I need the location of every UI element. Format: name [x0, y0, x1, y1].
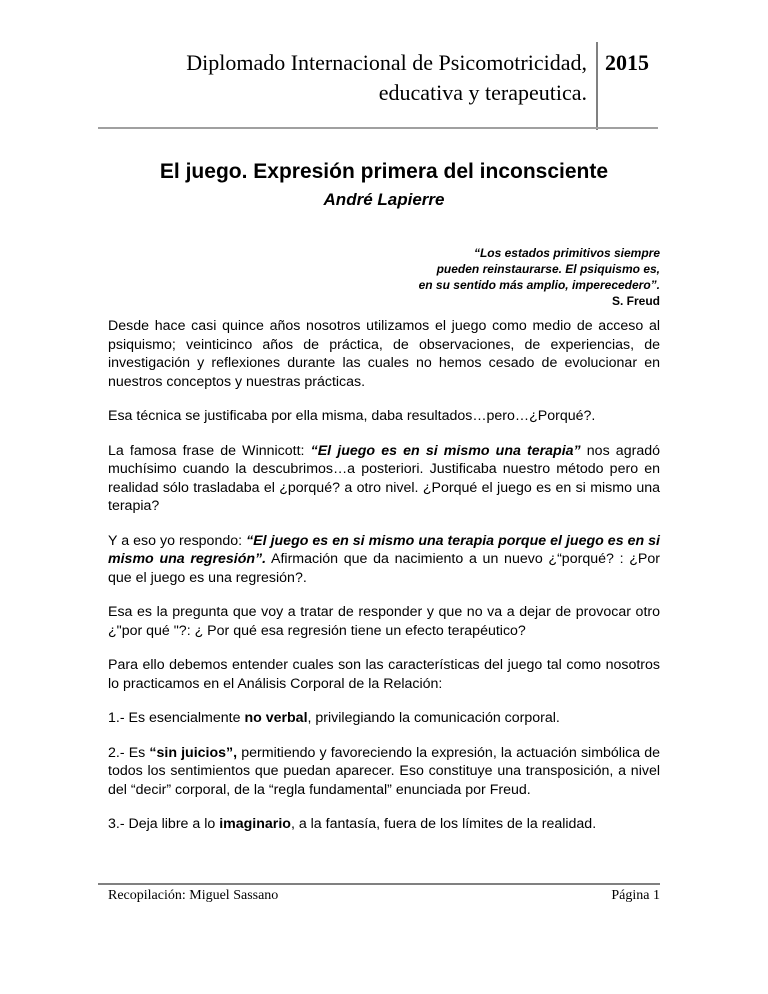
list-item-3-intro: 3.- Deja libre a lo	[108, 816, 220, 832]
paragraph-1: Desde hace casi quince años nosotros utilizamos el juego como medio de acceso al psiquismo; veinticinco años de práctica, de observaciones, de experiencias, de investigación y reflexiones durante las cuales no hemos cesado de evolucionar en nuestros conceptos y nuestras prácticas.	[108, 318, 660, 390]
list-item-2-rest: permitiendo y favoreciendo la expresión, la actuación simbólica de todos los sentimientos que puedan aparecer. Eso constituye una transposición, a nivel del “decir” corporal, de la “regla fundamental” enunciada por Freud.	[108, 744, 660, 798]
list-item-2-intro: 2.- Es	[108, 744, 150, 761]
epigraph-attribution: S. Freud	[611, 294, 660, 308]
paragraph-4	[108, 532, 660, 588]
epigraph-line-1: “Los estados primitivos siempre	[473, 246, 660, 260]
paragraph-5: Esa es la pregunta que voy a tratar de responder y que no va a dejar de provocar otro ¿"por qué "?: ¿ Por qué esa regresión tiene un efecto terapéutico?	[108, 604, 660, 639]
footer-page-number: Página 1	[611, 888, 660, 903]
document-title: El juego. Expresión primera del inconsciente	[159, 160, 609, 183]
paragraph-4-intro: Y a eso yo respondo:	[108, 532, 247, 549]
list-item-1-intro: 1.- Es esencialmente	[108, 710, 245, 726]
list-item-3-emphasis: imaginario	[219, 816, 291, 832]
epigraph-line-3: en su sentido más amplio, imperecedero”.	[418, 278, 660, 292]
header-title-line-2: educativa y terapeutica.	[378, 80, 587, 105]
paragraph-2: Esa técnica se justificaba por ella misma, daba resultados…pero…¿Porqué?.	[108, 408, 596, 424]
header-year: 2015	[605, 50, 649, 75]
list-item-1-emphasis: no verbal	[244, 710, 308, 726]
list-item-1	[108, 709, 660, 728]
footer-compiler: Recopilación: Miguel Sassano	[108, 888, 279, 903]
document-body	[108, 317, 660, 850]
winnicott-quote: “El juego es en si mismo una terapia”	[310, 442, 581, 459]
paragraph-3-rest: nos agradó muchísimo cuando la descubrimos…a posteriori. Justificaba nuestro método pero en realidad sólo trasladaba el ¿porqué? a otro nivel. ¿Porqué el juego es en si mismo una terapia?	[108, 442, 660, 514]
paragraph-3-intro: La famosa frase de Winnicott:	[108, 442, 311, 459]
paragraph-4-rest: Afirmación que da nacimiento a un nuevo ¿“porqué? : ¿Por que el juego es una regresión?.	[108, 551, 660, 586]
document-author: André Lapierre	[323, 190, 445, 209]
list-item-3	[108, 815, 660, 834]
epigraph-line-2: pueden reinstaurarse. El psiquismo es,	[436, 262, 660, 276]
list-item-1-rest: , privilegiando la comunicación corporal.	[307, 710, 560, 726]
list-item-2-emphasis: “sin juicios”,	[149, 744, 238, 761]
paragraph-3	[108, 442, 660, 516]
header-divider-horizontal	[98, 127, 658, 129]
header-title-line-1: Diplomado Internacional de Psicomotricidad,	[186, 50, 587, 75]
paragraph-6: Para ello debemos entender cuales son las características del juego tal como nosotros lo practicamos en el Análisis Corporal de la Relación:	[108, 657, 660, 692]
regression-quote: “El juego es en si mismo una terapia porque el juego es en si mismo una regresión”.	[108, 532, 660, 567]
list-item-3-rest: , a la fantasía, fuera de los límites de la realidad.	[290, 816, 597, 832]
header-divider-vertical	[596, 42, 598, 130]
footer-divider	[98, 883, 660, 885]
epigraph	[280, 245, 660, 309]
list-item-2	[108, 744, 660, 800]
